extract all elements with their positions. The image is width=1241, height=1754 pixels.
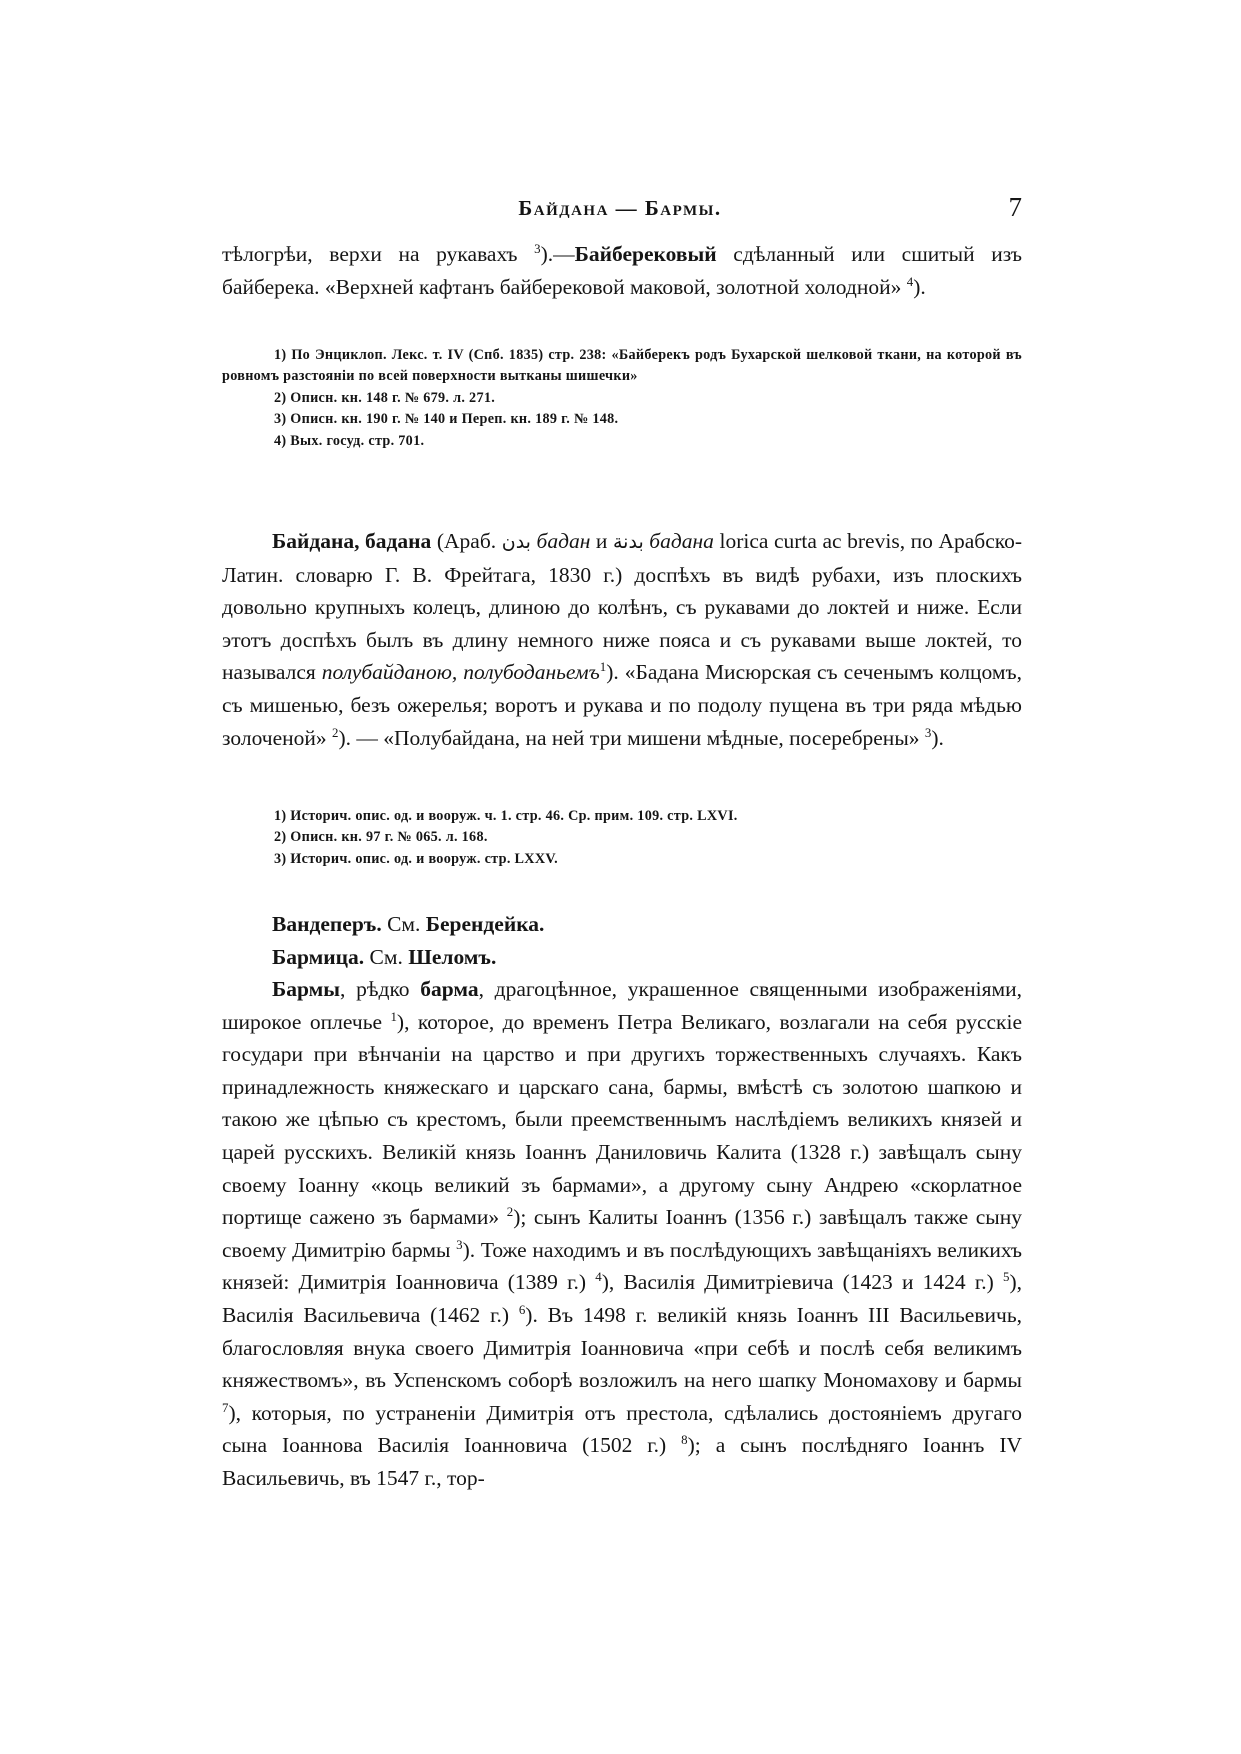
footnote: 1) По Энциклоп. Лекс. т. IV (Спб. 1835) стр. 238: «Байберекъ родъ Бухарской шелковой ткани, на которой въ ровномъ разстояніи по всей поверхности вытканы шишечки» [222,347,1022,385]
footnote-ref: 7 [222,1400,229,1415]
entry-baydana-text: Байдана, бадана (Араб. بدن бадан и بدنة бадана lorica curta ac brevis, по Арабско-Латин. словарю Г. В. Фрейтага, 1830 г.) доспѣхъ въ видѣ рубахи, изъ плоскихъ довольно крупныхъ колецъ, длиною до колѣнъ, съ рукавами до локтей и ниже. Если этотъ доспѣхъ былъ въ длину немного ниже пояса и съ рукавами выше локтей, то назывался полубайданою, полубоданьемъ$^1$). «Бадана Мисюрская съ сеченымъ колцомъ, съ мишенью, безъ ожерелья; воротъ и рукава и по подолу пущена въ три ряда мѣдью золоченой» $^2$). — «Полубайдана, на ней три мишени мѣдные, посеребрены» $^3$). [222,529,1023,750]
footnote-ref: 1 [390,1009,397,1024]
footnote-ref: 1 [599,660,607,675]
entry-barmy-text: Бармы, рѣдко барма, драгоцѣнное, украшенное священными изображеніями, широкое оплечье $^1$), которое, до временъ Петра Великаго, возлагали на себя русскіе государи при вѣнчаніи на царство и при другихъ торжественныхъ случаяхъ. Какъ принадлежность княжескаго и царскаго сана, бармы, вмѣстѣ съ золотою шапкою и такою же цѣпью съ крестомъ, были преемственнымъ наслѣдіемъ великихъ князей и царей русскихъ. Великій князь Іоаннъ Даниловичь Калита (1328 г.) завѣщалъ сыну своему Іоанну «коць великий зъ бармами», а другому сыну Андрею «скорлатное портище сажено зъ бармами» $^2$); сынъ Калиты Іоаннъ (1356 г.) завѣщалъ также сыну своему Димитрію бармы $^3$). Тоже находимъ и въ послѣдующихъ завѣщаніяхъ великихъ князей: Димитрія Іоанновича (1389 г.) $^4$), Василія Димитріевича (1423 и 1424 г.) $^5$), Василія Васильевича (1462 г.) $^6$). Въ 1498 г. великій князь Іоаннъ III Васильевичь, благословляя внука своего Димитрія Іоанновича «при себѣ и послѣ себя великимъ княжествомъ», въ Успенскомъ соборѣ возложилъ на него шапку Мономахову и бармы $^7$), которыя, по устраненіи Димитрія отъ престола, сдѣлались достояніемъ другаго сына Іоаннова Василія Іоанновича (1502 г.) $^8$); а сынъ послѣдняго Іоаннъ IV Васильевичь, въ 1547 г., тор- [222,977,1023,1490]
footnote-ref: 6 [518,1302,526,1317]
headword: Байдана, бадана [272,529,432,553]
footnote: 2) Описн. кн. 148 г. № 679. л. 271. [274,389,496,406]
footnote: 2) Описн. кн. 97 г. № 065. л. 168. [274,829,488,846]
entry-baybereka-text: тѣлогрѣи, верхи на рукавахъ $^3$).—Байберековый сдѣланный или сшитый изъ байберека. «Верхней кафтанъ байберековой маковой, золотной холодной» $^4$). [222,241,1022,299]
footnote-ref: 3 [924,725,932,740]
footnote: 3) Описн. кн. 190 г. № 140 и Переп. кн. 189 г. № 148. [274,411,619,428]
headword: Байберековый [574,242,717,266]
entry-baybereka [222,238,1022,303]
footnote: 4) Вых. госуд. стр. 701. [274,432,425,449]
footnote: 1) Историч. опис. од. и вооруж. ч. 1. стр. 46. Ср. прим. 109. стр. LXVI. [274,808,738,824]
footnotes-block-2 [222,806,1022,870]
cross-ref-line: Вандеперъ. См. Берендейка. [272,912,545,936]
arabic-word: بدنة [613,531,644,553]
footnote-ref: 4 [906,274,914,289]
footnote: 3) Историч. опис. од. и вооруж. стр. LXXV. [274,850,558,867]
headword: Бармы [272,977,341,1001]
page-number: 7 [1008,192,1022,222]
cross-references [222,908,1022,973]
page-header [200,192,1040,226]
headword-variant: барма [420,977,479,1001]
running-title: Байдана — Бармы. [518,196,722,220]
arabic-word: بدن [501,531,531,553]
footnote-ref: 3 [456,1237,463,1252]
footnote-ref: 8 [681,1433,688,1448]
footnote-ref: 2 [332,725,339,740]
cross-ref-target: Шеломъ. [408,944,497,969]
cross-ref-line: Бармица. См. Шеломъ. [272,944,497,969]
footnote-ref: 3 [534,241,541,256]
footnote-ref: 5 [1003,1270,1010,1285]
entry-baydana [222,525,1022,754]
footnote-ref: 4 [595,1270,602,1285]
cross-ref-target: Берендейка. [425,912,545,936]
footnote-ref: 2 [506,1205,514,1219]
entry-barmy [222,973,1022,1495]
footnotes-block-1 [222,345,1022,452]
